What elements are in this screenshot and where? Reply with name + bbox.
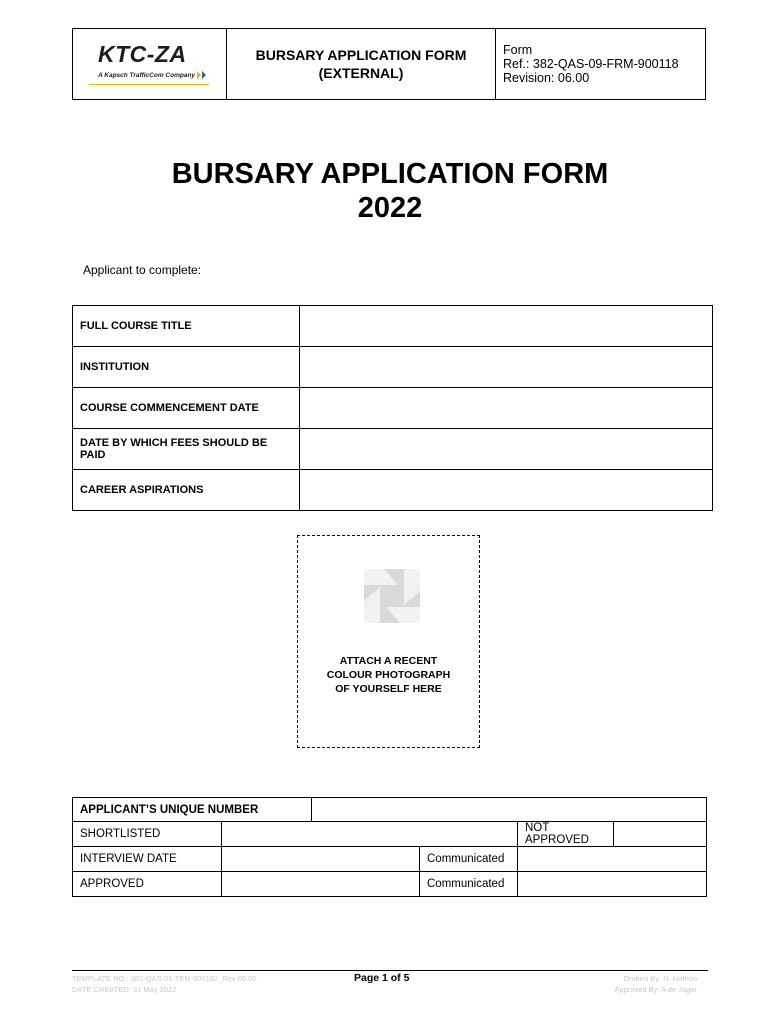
table-row (73, 388, 713, 429)
fees-date-field[interactable] (300, 429, 713, 470)
logo-underline (89, 84, 209, 85)
table-row (73, 470, 713, 511)
interview-date-label: INTERVIEW DATE (80, 853, 177, 865)
table-row (72, 822, 707, 847)
document-header (72, 28, 706, 100)
header-title-line2: (EXTERNAL) (318, 65, 404, 81)
page-title-year: 2022 (357, 192, 423, 224)
communicated-label: Communicated (427, 878, 505, 890)
footer-date-created: DATE CREATED: 31 May 2022 (72, 985, 177, 994)
page-title-line1: BURSARY APPLICATION FORM (171, 158, 609, 190)
interview-date-field[interactable] (222, 847, 419, 871)
photo-attachment-box[interactable] (297, 535, 480, 748)
approved-label: APPROVED (80, 878, 144, 890)
not-approved-field[interactable] (614, 822, 706, 846)
chevron-icon (197, 71, 209, 79)
office-use-table (72, 797, 707, 897)
ref-revision: Revision: 06.00 (503, 71, 590, 85)
table-row (72, 847, 707, 872)
communicated-label: Communicated (427, 853, 505, 865)
photo-instruction-line: COLOUR PHOTOGRAPH (326, 669, 451, 681)
page-title (0, 157, 770, 225)
header-title-line1: BURSARY APPLICATION FORM (255, 47, 467, 63)
table-row (73, 429, 713, 470)
course-details-table (72, 305, 713, 511)
not-approved-label: NOT APPROVED (525, 822, 589, 846)
footer-approved-by: Approved By: A de Jager (614, 985, 697, 994)
career-aspirations-label: CAREER ASPIRATIONS (73, 470, 300, 511)
footer-approval-info (614, 973, 697, 995)
shortlisted-label: SHORTLISTED (80, 828, 161, 840)
interview-communicated-field[interactable] (518, 847, 706, 871)
footer-template-number: TEMPLATE NO.: 382-QAS-01-TEM-900182_Rev 06.00 (72, 974, 257, 983)
institution-label: INSTITUTION (73, 347, 300, 388)
table-row (73, 306, 713, 347)
logo-subtitle: A Kapsch TrafficCom Company (98, 72, 196, 79)
table-row (72, 797, 707, 822)
table-row (73, 347, 713, 388)
footer-drafted-by: Drafted By: N. Nathoo (623, 974, 697, 983)
image-placeholder-icon (364, 569, 420, 623)
footer-divider (72, 970, 708, 971)
company-logo (73, 29, 227, 99)
commencement-date-label: COURSE COMMENCEMENT DATE (73, 388, 300, 429)
photo-instruction-line: OF YOURSELF HERE (335, 683, 442, 695)
course-title-label: FULL COURSE TITLE (73, 306, 300, 347)
shortlisted-field[interactable] (222, 822, 517, 846)
header-reference (496, 29, 705, 99)
approved-field[interactable] (222, 872, 419, 896)
page-number: Page 1 of 5 (354, 972, 410, 984)
unique-number-field[interactable] (312, 798, 706, 821)
header-title (227, 29, 496, 99)
ref-form: Form (503, 43, 533, 57)
photo-instructions (298, 654, 479, 696)
ref-number: Ref.: 382-QAS-09-FRM-900118 (503, 57, 679, 71)
fees-date-label: DATE BY WHICH FEES SHOULD BE PAID (73, 429, 300, 470)
logo-text: KTC-ZA (98, 41, 187, 67)
course-title-field[interactable] (300, 306, 713, 347)
footer-template-info (72, 973, 257, 995)
unique-number-label: APPLICANT’S UNIQUE NUMBER (80, 803, 259, 816)
institution-field[interactable] (300, 347, 713, 388)
photo-instruction-line: ATTACH A RECENT (339, 655, 438, 667)
career-aspirations-field[interactable] (300, 470, 713, 511)
commencement-date-field[interactable] (300, 388, 713, 429)
approved-communicated-field[interactable] (518, 872, 706, 896)
intro-text: Applicant to complete: (83, 263, 202, 277)
table-row (72, 872, 707, 897)
